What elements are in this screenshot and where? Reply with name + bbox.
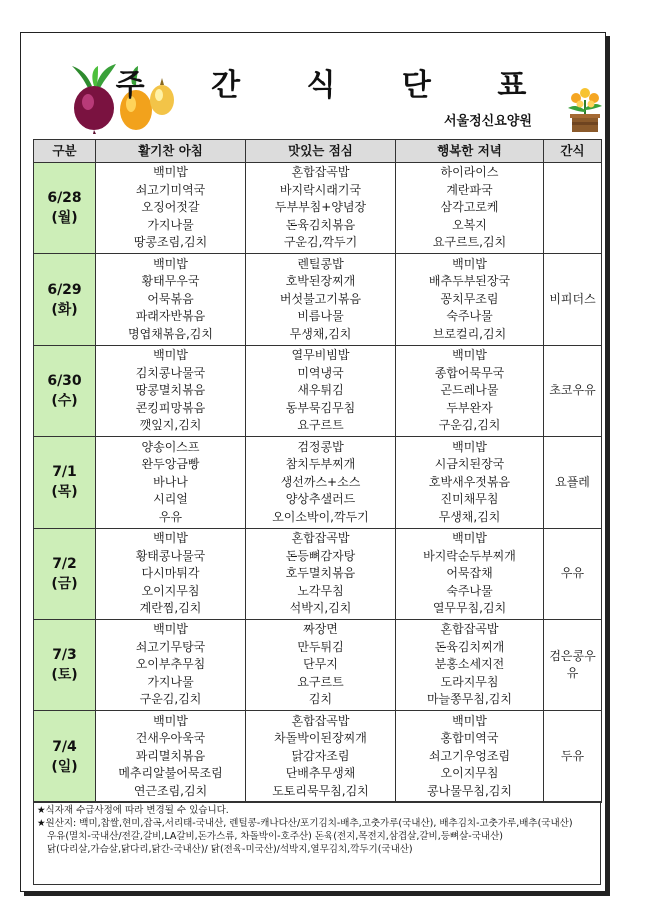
menu-item: 버섯불고기볶음: [279, 291, 362, 306]
breakfast-cell: [96, 619, 246, 710]
table-header-row: [34, 140, 602, 163]
menu-item: 백미밥: [452, 439, 487, 454]
menu-item: 돈육김치찌개: [434, 639, 505, 654]
menu-item: 새우튀김: [297, 383, 344, 398]
day-cell: [34, 345, 96, 436]
day-weekday: (토): [51, 667, 78, 684]
menu-item: 오이지무침: [141, 583, 200, 598]
menu-item: 만두튀김: [297, 639, 344, 654]
note-line: 우유(멸치-국내산/전갈,갈비,LA갈비,돈가스류, 차돌박이-호주산) 돈육(전지,목전지,삼겹살,갈비,등뼈살-국내산): [47, 831, 503, 842]
header-lunch: 맛있는 점심: [246, 140, 396, 163]
menu-item: 단무지: [303, 657, 338, 672]
page-shadow-right: [606, 36, 610, 896]
note-line: ★식자재 수급사정에 따라 변경될 수 있습니다.: [37, 805, 229, 816]
menu-item: 꽈리멸치볶음: [135, 748, 206, 763]
header-category: 구분: [34, 140, 96, 163]
menu-item: 바나나: [153, 474, 188, 489]
menu-item: 종합어묵무국: [434, 365, 505, 380]
menu-item: 백미밥: [153, 622, 188, 637]
menu-item: 바지락시래기국: [279, 182, 362, 197]
menu-row: [34, 254, 602, 345]
menu-item: 양송이스프: [141, 439, 200, 454]
weekly-menu-table: [33, 139, 602, 803]
menu-item: 요구르트: [297, 674, 344, 689]
menu-item: 황태무우국: [141, 274, 200, 289]
menu-item: 오징어젓갈: [141, 200, 200, 215]
day-weekday: (금): [51, 575, 78, 592]
note-line: ★원산지: 백미,찹쌀,현미,잡곡,서리태-국내산, 렌틸콩-캐나다산/포기김치-배추,고춧가루(국내산), 배추김치-고춧가루,배추(국내산): [37, 818, 573, 829]
menu-item: 바지락순두부찌개: [423, 548, 516, 563]
lunch-cell: [246, 619, 396, 710]
menu-row: [34, 619, 602, 710]
page-shadow-bottom: [24, 892, 610, 896]
header-snack: 간식: [544, 140, 602, 163]
menu-item: 명엽채볶음,김치: [128, 326, 213, 341]
lunch-cell: [246, 345, 396, 436]
menu-item: 땅콩멸치볶음: [135, 383, 206, 398]
menu-item: 김치콩나물국: [135, 365, 206, 380]
day-cell: [34, 619, 96, 710]
menu-item: 분홍소세지전: [434, 657, 505, 672]
snack-cell: 초코우유: [544, 345, 602, 436]
menu-item: 브로컬리,김치: [432, 326, 507, 341]
menu-item: 차돌박이된장찌개: [274, 731, 367, 746]
menu-item: 닭감자조림: [291, 748, 350, 763]
day-date: 6/29: [47, 281, 82, 298]
day-cell: [34, 711, 96, 802]
menu-item: 검정콩밥: [297, 439, 344, 454]
menu-item: 백미밥: [153, 713, 188, 728]
notes-box: [33, 801, 601, 885]
snack-cell: 두유: [544, 711, 602, 802]
menu-item: 생선까스+소스: [280, 474, 361, 489]
menu-item: 건새우아욱국: [135, 731, 206, 746]
menu-item: 열무비빔밥: [291, 348, 350, 363]
menu-item: 혼합잡곡밥: [291, 713, 350, 728]
menu-item: 진미채무침: [440, 492, 499, 507]
menu-item: 홍합미역국: [440, 731, 499, 746]
menu-item: 마늘쫑무침,김치: [427, 692, 512, 707]
breakfast-cell: [96, 711, 246, 802]
menu-row: [34, 711, 602, 802]
menu-item: 쇠고기무탕국: [135, 639, 206, 654]
menu-item: 하이라이스: [440, 165, 499, 180]
menu-item: 시리얼: [153, 492, 188, 507]
menu-item: 호박새우젓볶음: [428, 474, 511, 489]
menu-item: 요구르트: [297, 418, 344, 433]
lunch-cell: [246, 163, 396, 254]
menu-item: 돈등뼈감자탕: [285, 548, 356, 563]
menu-item: 백미밥: [153, 165, 188, 180]
menu-item: 오복지: [452, 217, 487, 232]
menu-item: 콩나물무침,김치: [427, 783, 512, 798]
day-weekday: (화): [51, 301, 78, 318]
menu-item: 무생채,김치: [438, 509, 501, 524]
menu-item: 배추두부된장국: [428, 274, 511, 289]
day-cell: [34, 163, 96, 254]
menu-item: 구운김,김치: [139, 692, 202, 707]
menu-item: 콘킹피망볶음: [135, 400, 206, 415]
snack-cell: 검은콩우유: [544, 619, 602, 710]
day-cell: [34, 437, 96, 528]
menu-item: 미역냉국: [297, 365, 344, 380]
menu-item: 계란찜,김치: [139, 601, 202, 615]
page-title: 주 간 식 단 표: [115, 68, 555, 103]
dinner-cell: [396, 711, 544, 802]
menu-item: 계란파국: [446, 182, 493, 197]
menu-item: 혼합잡곡밥: [291, 165, 350, 180]
menu-item: 완두앙금빵: [141, 457, 200, 472]
day-weekday: (일): [51, 758, 78, 775]
dinner-cell: [396, 345, 544, 436]
header-dinner: 행복한 저녁: [396, 140, 544, 163]
menu-row: [34, 345, 602, 436]
snack-cell: 비피더스: [544, 254, 602, 345]
menu-item: 호두멸치볶음: [285, 566, 356, 580]
menu-item: 돈육김치볶음: [285, 217, 356, 232]
menu-item: 어묵잡채: [446, 566, 493, 580]
breakfast-cell: [96, 163, 246, 254]
menu-item: 꽁치무조림: [440, 291, 499, 306]
menu-item: 깻잎지,김치: [139, 418, 202, 433]
menu-row: [34, 437, 602, 528]
menu-item: 백미밥: [452, 713, 487, 728]
menu-item: 백미밥: [153, 348, 188, 363]
menu-item: 쇠고기우엉조림: [428, 748, 511, 763]
menu-item: 짜장면: [303, 622, 338, 637]
menu-item: 백미밥: [452, 348, 487, 363]
menu-item: 두부부침+양념장: [274, 200, 367, 215]
menu-item: 김치: [308, 692, 333, 707]
day-weekday: (월): [51, 210, 78, 227]
day-date: 7/1: [52, 464, 77, 481]
menu-item: 무생채,김치: [289, 326, 352, 341]
menu-item: 양상추샐러드: [285, 492, 356, 507]
menu-item: 숙주나물: [446, 583, 493, 598]
menu-item: 어묵볶음: [147, 291, 194, 306]
menu-item: 석박지,김치: [289, 601, 352, 615]
day-date: 7/2: [52, 555, 77, 572]
breakfast-cell: [96, 528, 246, 619]
menu-item: 백미밥: [153, 531, 188, 545]
menu-item: 파래자반볶음: [135, 309, 206, 324]
menu-item: 단배추무생채: [285, 766, 356, 781]
menu-item: 곤드레나물: [440, 383, 499, 398]
menu-item: 호박된장찌개: [285, 274, 356, 289]
menu-item: 메추리알불어묵조림: [118, 766, 223, 781]
menu-item: 노각무침: [297, 583, 344, 598]
day-weekday: (수): [51, 392, 78, 409]
menu-item: 숙주나물: [446, 309, 493, 324]
menu-item: 백미밥: [153, 256, 188, 271]
menu-item: 혼합잡곡밥: [291, 531, 350, 545]
dinner-cell: [396, 437, 544, 528]
day-date: 6/28: [47, 190, 82, 207]
lunch-cell: [246, 437, 396, 528]
menu-item: 오이지무침: [440, 766, 499, 781]
note-line: 닭(다리살,가슴살,닭다리,닭간-국내산)/ 닭(전육-미국산)/석박지,열무김치,깍두기(국내산): [47, 844, 413, 855]
menu-item: 열무무침,김치: [432, 601, 507, 615]
menu-item: 백미밥: [452, 531, 487, 545]
snack-cell: 우유: [544, 528, 602, 619]
menu-item: 구운김,김치: [438, 418, 501, 433]
day-date: 7/4: [52, 738, 77, 755]
breakfast-cell: [96, 437, 246, 528]
menu-item: 황태콩나물국: [135, 548, 206, 563]
menu-item: 연근조림,김치: [133, 783, 208, 798]
day-cell: [34, 528, 96, 619]
dinner-cell: [396, 254, 544, 345]
lunch-cell: [246, 254, 396, 345]
lunch-cell: [246, 711, 396, 802]
menu-item: 쇠고기미역국: [135, 182, 206, 197]
day-cell: [34, 254, 96, 345]
menu-item: 렌틸콩밥: [297, 256, 344, 271]
menu-item: 오이부추무침: [135, 657, 206, 672]
menu-item: 혼합잡곡밥: [440, 622, 499, 637]
day-date: 7/3: [52, 647, 77, 664]
dinner-cell: [396, 619, 544, 710]
snack-cell: [544, 163, 602, 254]
menu-item: 두부완자: [446, 400, 493, 415]
menu-item: 요구르트,김치: [432, 235, 507, 250]
menu-item: 다시마튀각: [141, 566, 200, 580]
menu-item: 비름나물: [297, 309, 344, 324]
menu-item: 오이소박이,깍두기: [272, 509, 369, 524]
menu-item: 우유: [158, 509, 183, 524]
menu-item: 가지나물: [147, 217, 194, 232]
day-weekday: (목): [51, 484, 78, 501]
organization-name: 서울정신요양원: [444, 114, 532, 129]
menu-item: 가지나물: [147, 674, 194, 689]
dinner-cell: [396, 528, 544, 619]
header-breakfast: 활기찬 아침: [96, 140, 246, 163]
breakfast-cell: [96, 345, 246, 436]
day-date: 6/30: [47, 372, 82, 389]
menu-item: 백미밥: [452, 256, 487, 271]
menu-item: 땅콩조림,김치: [133, 235, 208, 250]
lunch-cell: [246, 528, 396, 619]
menu-row: [34, 528, 602, 619]
menu-item: 시금치된장국: [434, 457, 505, 472]
snack-cell: 요플레: [544, 437, 602, 528]
menu-item: 참치두부찌개: [285, 457, 356, 472]
breakfast-cell: [96, 254, 246, 345]
menu-row: [34, 163, 602, 254]
menu-item: 도토리묵무침,김치: [272, 783, 369, 798]
menu-item: 도라지무침: [440, 674, 499, 689]
dinner-cell: [396, 163, 544, 254]
menu-item: 구운김,깍두기: [283, 235, 358, 250]
menu-item: 삼각고로케: [440, 200, 499, 215]
menu-item: 동부묵김무침: [285, 400, 356, 415]
